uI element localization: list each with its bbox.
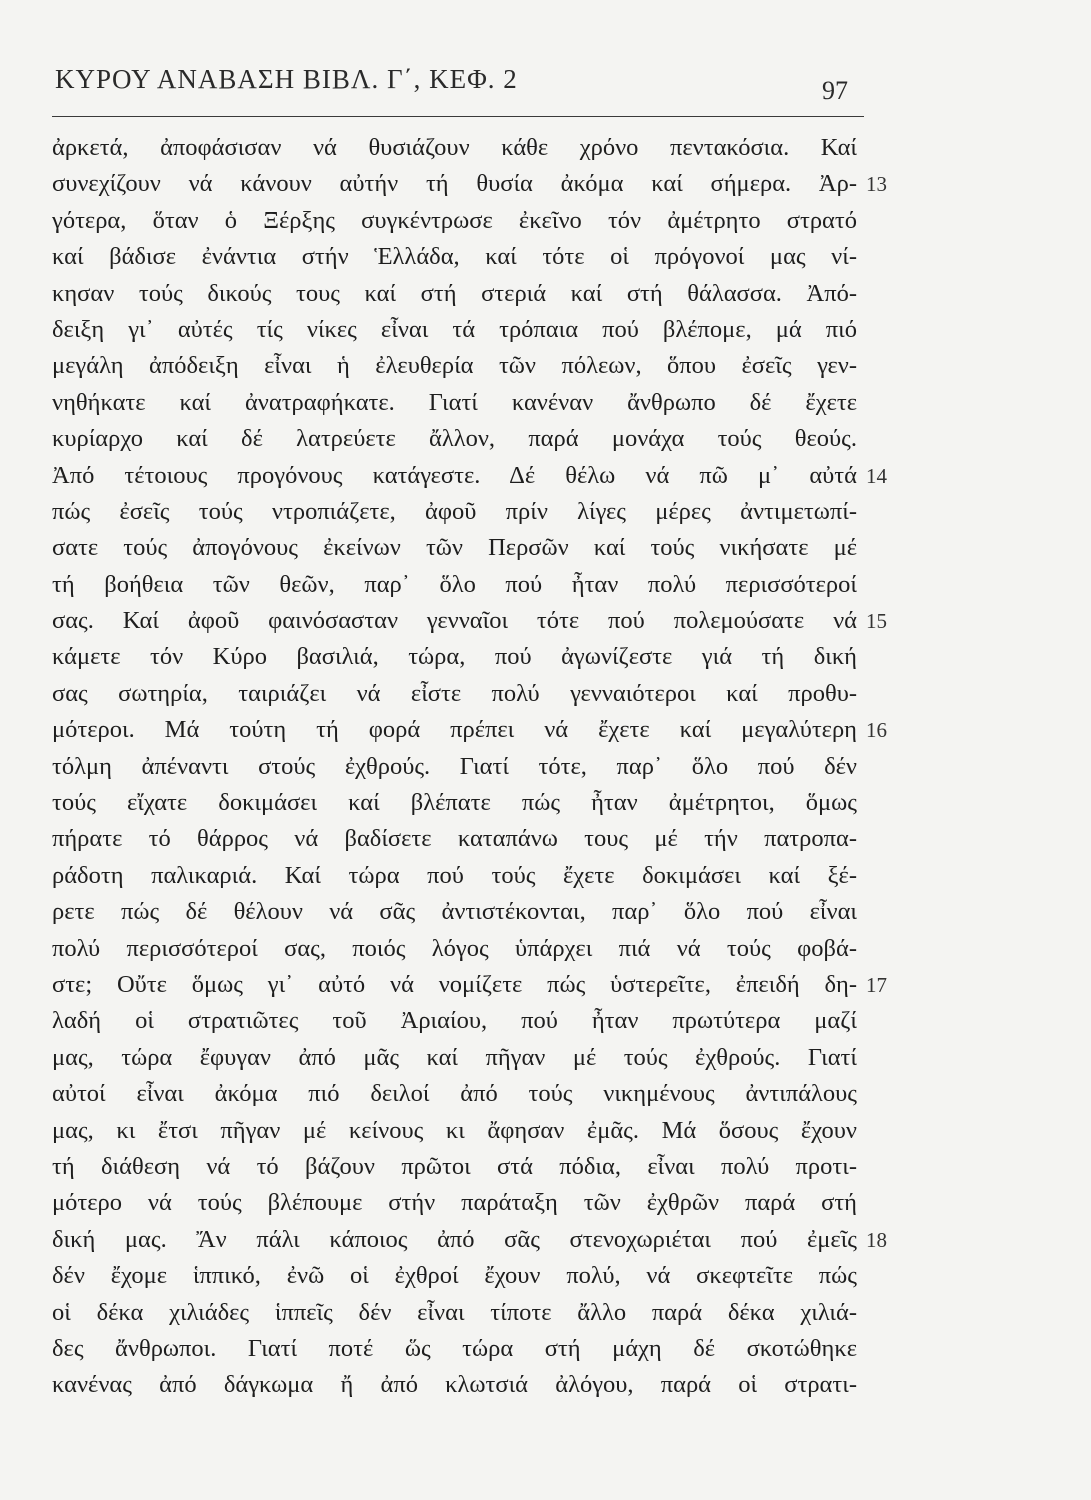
text-line bbox=[52, 203, 864, 239]
text-line bbox=[52, 749, 864, 785]
page-number: 97 bbox=[822, 76, 848, 105]
line-text: Ἀπό τέτοιους προγόνους κατάγεστε. Δέ θέλω νά πῶ μ᾽ αὐτά bbox=[52, 461, 857, 489]
line-text: δική μας. Ἄν πάλι κάποιος ἀπό σᾶς στενοχωριέται πού ἐμεῖς bbox=[52, 1225, 857, 1253]
line-text: πήρατε τό θάρρος νά βαδίσετε καταπάνω τους μέ τήν πατροπα- bbox=[52, 825, 857, 853]
text-line bbox=[52, 1295, 864, 1331]
text-line bbox=[52, 239, 864, 275]
text-line bbox=[52, 1113, 864, 1149]
text-line bbox=[52, 858, 864, 894]
line-text: τή διάθεση νά τό βάζουν πρῶτοι στά πόδια, εἶναι πολύ προτι- bbox=[52, 1152, 857, 1180]
line-text: στε; Οὔτε ὅμως γι᾽ αὐτό νά νομίζετε πώς ὑστερεῖτε, ἐπειδή δη- bbox=[52, 970, 857, 998]
text-line bbox=[52, 166, 887, 202]
line-text: μότεροι. Μά τούτη τή φορά πρέπει νά ἔχετε καί μεγαλύτερη bbox=[52, 716, 857, 744]
line-text: μότερο νά τούς βλέπουμε στήν παράταξη τῶν ἐχθρῶν παρά στή bbox=[52, 1189, 857, 1217]
text-line bbox=[52, 931, 864, 967]
line-text: συνεχίζουν νά κάνουν αὐτήν τή θυσία ἀκόμα καί σήμερα. Ἀρ- bbox=[52, 170, 857, 198]
line-text: δειξη γι᾽ αὐτές τίς νίκες εἶναι τά τρόπαια πού βλέπομε, μά πιό bbox=[52, 315, 857, 343]
header-rule bbox=[52, 116, 864, 117]
text-line bbox=[52, 1040, 864, 1076]
line-text: οἱ δέκα χιλιάδες ἱππεῖς δέν εἶναι τίποτε ἄλλο παρά δέκα χιλιά- bbox=[52, 1298, 857, 1326]
text-line bbox=[52, 1149, 864, 1185]
text-line bbox=[52, 712, 887, 748]
text-line bbox=[52, 458, 887, 494]
section-number: 16 bbox=[866, 718, 887, 743]
section-number: 14 bbox=[866, 463, 887, 488]
text-line bbox=[52, 1222, 887, 1258]
line-text: κάμετε τόν Κύρο βασιλιά, τώρα, πού ἀγωνίζεστε γιά τή δική bbox=[52, 643, 857, 671]
line-text: τή βοήθεια τῶν θεῶν, παρ᾽ ὅλο πού ἦταν πολύ περισσότεροί bbox=[52, 570, 857, 598]
text-line bbox=[52, 421, 864, 457]
text-line bbox=[52, 676, 864, 712]
text-line bbox=[52, 530, 864, 566]
line-text: κυρίαρχο καί δέ λατρεύετε ἄλλον, παρά μονάχα τούς θεούς. bbox=[52, 425, 857, 453]
text-line bbox=[52, 603, 887, 639]
running-title: ΚΥΡΟΥ ΑΝΑΒΑΣΗ ΒΙΒΛ. Γ΄, ΚΕΦ. 2 bbox=[55, 64, 518, 94]
text-line bbox=[52, 494, 864, 530]
section-number: 17 bbox=[866, 972, 887, 997]
text-line bbox=[52, 894, 864, 930]
text-line bbox=[52, 348, 864, 384]
text-line bbox=[52, 312, 864, 348]
line-text: αὐτοί εἶναι ἀκόμα πιό δειλοί ἀπό τούς νικημένους ἀντιπάλους bbox=[52, 1080, 857, 1108]
line-text: ράδοτη παλικαριά. Καί τώρα πού τούς ἔχετε δοκιμάσει καί ξέ- bbox=[52, 861, 857, 889]
line-text: ρετε πώς δέ θέλουν νά σᾶς ἀντιστέκονται, παρ᾽ ὅλο πού εἶναι bbox=[52, 898, 857, 926]
text-line bbox=[52, 1331, 864, 1367]
text-line bbox=[52, 130, 864, 166]
line-text: γότερα, ὅταν ὁ Ξέρξης συγκέντρωσε ἐκεῖνο τόν ἀμέτρητο στρατό bbox=[52, 206, 857, 234]
line-text: κησαν τούς δικούς τους καί στή στεριά καί στή θάλασσα. Ἀπό- bbox=[52, 279, 857, 307]
line-text: πολύ περισσότεροί σας, ποιός λόγος ὑπάρχει πιά νά τούς φοβά- bbox=[52, 934, 857, 962]
section-number: 18 bbox=[866, 1227, 887, 1252]
text-line bbox=[52, 1367, 864, 1403]
text-line bbox=[52, 1258, 864, 1294]
line-text: πώς ἐσεῖς τούς ντροπιάζετε, ἀφοῦ πρίν λίγες μέρες ἀντιμετωπί- bbox=[52, 497, 857, 525]
text-line bbox=[52, 1003, 864, 1039]
body-text bbox=[52, 130, 887, 1404]
line-text: δες ἄνθρωποι. Γιατί ποτέ ὥς τώρα στή μάχη δέ σκοτώθηκε bbox=[52, 1334, 857, 1362]
line-text: κανένας ἀπό δάγκωμα ἤ ἀπό κλωτσιά ἀλόγου, παρά οἱ στρατι- bbox=[52, 1371, 857, 1399]
text-line bbox=[52, 821, 864, 857]
text-line bbox=[52, 276, 864, 312]
line-text: νηθήκατε καί ἀνατραφήκατε. Γιατί κανέναν ἄνθρωπο δέ ἔχετε bbox=[52, 388, 857, 416]
text-line bbox=[52, 567, 864, 603]
text-line bbox=[52, 385, 864, 421]
text-line bbox=[52, 639, 864, 675]
line-text: μας, τώρα ἔφυγαν ἀπό μᾶς καί πῆγαν μέ τούς ἐχθρούς. Γιατί bbox=[52, 1043, 857, 1071]
line-text: τούς εἴχατε δοκιμάσει καί βλέπατε πώς ἦταν ἀμέτρητοι, ὅμως bbox=[52, 789, 857, 817]
text-line bbox=[52, 1076, 864, 1112]
line-text: σας σωτηρία, ταιριάζει νά εἶστε πολύ γενναιότεροι καί προθυ- bbox=[52, 679, 857, 707]
line-text: καί βάδισε ἐνάντια στήν Ἑλλάδα, καί τότε οἱ πρόγονοί μας νί- bbox=[52, 243, 857, 271]
line-text: τόλμη ἀπέναντι στούς ἐχθρούς. Γιατί τότε, παρ᾽ ὅλο πού δέν bbox=[52, 752, 857, 780]
text-line bbox=[52, 967, 887, 1003]
line-text: σατε τούς ἀπογόνους ἐκείνων τῶν Περσῶν καί τούς νικήσατε μέ bbox=[52, 534, 857, 562]
line-text: δέν ἔχομε ἱππικό, ἐνῶ οἱ ἐχθροί ἔχουν πολύ, νά σκεφτεῖτε πώς bbox=[52, 1262, 857, 1290]
text-line bbox=[52, 785, 864, 821]
text-line bbox=[52, 1185, 864, 1221]
line-text: λαδή οἱ στρατιῶτες τοῦ Ἀριαίου, πού ἦταν πρωτύτερα μαζί bbox=[52, 1007, 857, 1035]
line-text: σας. Καί ἀφοῦ φαινόσασταν γενναῖοι τότε πού πολεμούσατε νά bbox=[52, 607, 857, 635]
section-number: 13 bbox=[866, 172, 887, 197]
line-text: μεγάλη ἀπόδειξη εἶναι ἡ ἐλευθερία τῶν πόλεων, ὅπου ἐσεῖς γεν- bbox=[52, 352, 857, 380]
line-text: μας, κι ἔτσι πῆγαν μέ κείνους κι ἄφησαν ἐμᾶς. Μά ὅσους ἔχουν bbox=[52, 1116, 857, 1144]
section-number: 15 bbox=[866, 609, 887, 634]
line-text: ἀρκετά, ἀποφάσισαν νά θυσιάζουν κάθε χρόνο πεντακόσια. Καί bbox=[52, 134, 857, 161]
